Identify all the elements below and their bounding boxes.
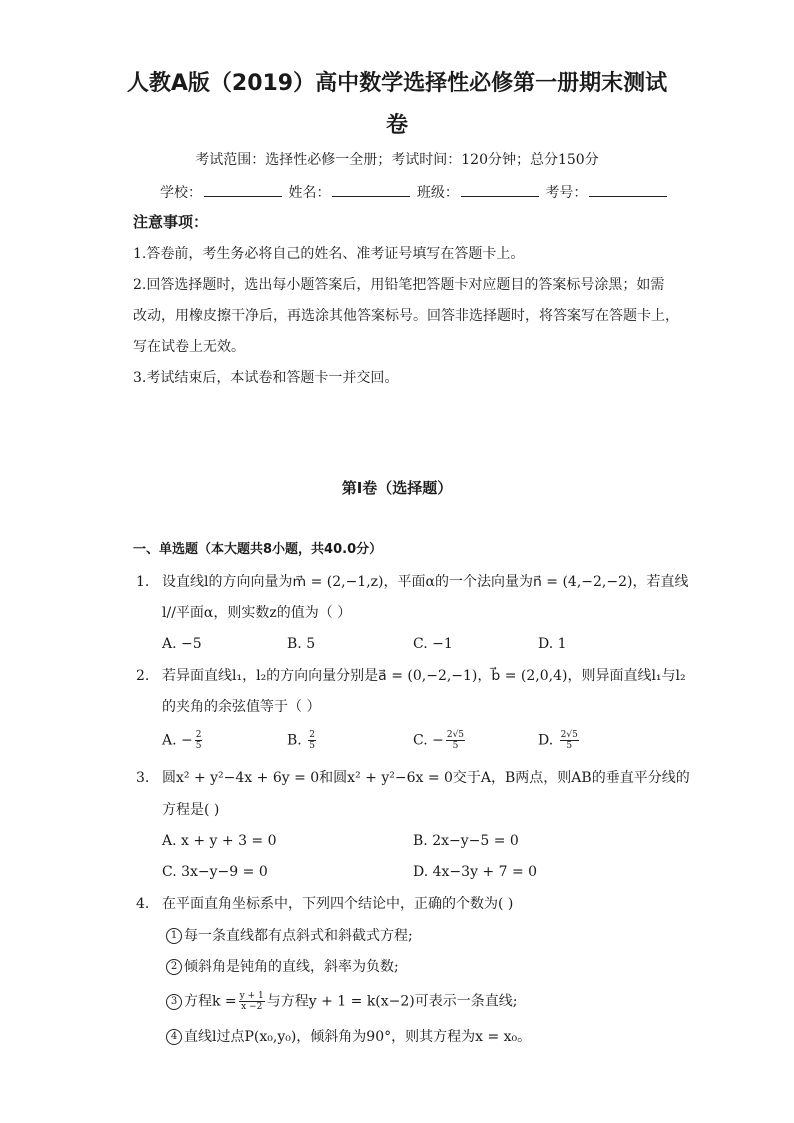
q2-c-denominator: 5 xyxy=(452,741,459,751)
q3-stem-line1: 圆x² + y²−4x + 6y = 0和圆x² + y²−6x = 0交于A，B两点，则AB的垂直平分线的 xyxy=(162,770,690,786)
number-blank[interactable] xyxy=(589,182,667,197)
class-label: 班级： xyxy=(416,185,459,201)
q2-b-numerator: 2 xyxy=(309,730,315,740)
q2-a-denominator: 5 xyxy=(195,741,202,751)
q4-s3-denominator: x −2 xyxy=(241,1002,263,1012)
school-label: 学校： xyxy=(160,185,202,201)
notice-item-2a: 2.回答选择题时，选出每小题答案后，用铅笔把答题卡对应题目的答案标号涂黑；如需 xyxy=(133,277,665,293)
part-title: 第I卷（选择题） xyxy=(341,479,453,497)
q3-option-c[interactable]: C. 3x−y−9 = 0 xyxy=(162,864,268,880)
q2-option-c-fraction xyxy=(446,730,465,751)
q2-a-numerator: 2 xyxy=(195,730,202,740)
q1-option-b[interactable]: B. 5 xyxy=(287,636,316,652)
school-blank[interactable] xyxy=(204,182,282,197)
q4-statement-4-text: 直线l过点P(x₀,y₀)，倾斜角为90°，则其方程为x = x₀。 xyxy=(184,1029,532,1045)
class-blank[interactable] xyxy=(461,182,539,197)
circled-number-1: 1 xyxy=(166,928,182,944)
exam-title-line1: 人教A版（2019）高中数学选择性必修第一册期末测试 xyxy=(126,71,668,96)
q3-option-a[interactable]: A. x + y + 3 = 0 xyxy=(162,833,277,849)
q1-stem-line2: l//平面α，则实数z的值为（ ） xyxy=(162,605,352,621)
q4-statement-2-text: 倾斜角是钝角的直线，斜率为负数; xyxy=(184,959,399,975)
q2-d-denominator: 5 xyxy=(566,741,573,751)
q4-statement-3-text-a: 方程k = xyxy=(184,993,237,1010)
q1-option-a[interactable]: A. −5 xyxy=(162,636,202,652)
q2-option-b[interactable] xyxy=(287,730,318,751)
q2-option-d-label: D. xyxy=(538,732,558,749)
q4-statement-4 xyxy=(166,1027,531,1047)
q4-statement-2 xyxy=(166,957,399,977)
q2-option-b-label: B. xyxy=(287,732,307,749)
q3-option-b[interactable]: B. 2x−y−5 = 0 xyxy=(413,833,519,849)
exam-title-line2: 卷 xyxy=(385,113,408,138)
exam-info: 考试范围：选择性必修一全册；考试时间：120分钟；总分150分 xyxy=(195,152,599,168)
student-fields xyxy=(160,182,669,203)
q2-option-b-fraction xyxy=(308,730,316,751)
q4-statement-3 xyxy=(166,991,518,1012)
q2-option-c-label: C. − xyxy=(413,732,444,749)
q2-option-c[interactable] xyxy=(413,730,467,751)
q2-d-numerator: 2√5 xyxy=(560,730,578,740)
section-title: 一、单选题（本大题共8小题，共40.0分） xyxy=(133,542,383,557)
notice-item-2b: 改动，用橡皮擦干净后，再选涂其他答案标号。回答非选择题时，将答案写在答题卡上， xyxy=(133,308,679,324)
q4-stem: 在平面直角坐标系中，下列四个结论中，正确的个数为( ) xyxy=(162,896,514,912)
q2-stem-line1: 若异面直线l₁，l₂的方向向量分别是a⃗ = (0,−2,−1)，b⃗ = (2,0,4)，则异面直线l₁与l₂ xyxy=(162,668,686,684)
circled-number-2: 2 xyxy=(166,959,182,975)
q3-stem-line2: 方程是( ) xyxy=(162,802,220,818)
q4-statement-3-fraction xyxy=(239,991,265,1012)
q4-statement-1 xyxy=(166,926,413,946)
number-label: 考号： xyxy=(545,185,588,201)
q1-number: 1. xyxy=(136,574,150,590)
q4-statement-1-text: 每一条直线都有点斜式和斜截式方程; xyxy=(184,928,413,944)
q4-s3-numerator: y + 1 xyxy=(239,991,264,1001)
q2-number: 2. xyxy=(136,668,150,684)
q3-number: 3. xyxy=(136,770,150,786)
q2-option-d-fraction xyxy=(560,730,579,751)
name-label: 姓名： xyxy=(288,185,331,201)
q1-option-d[interactable]: D. 1 xyxy=(538,636,567,652)
q2-option-d[interactable] xyxy=(538,730,581,751)
q4-number: 4. xyxy=(136,896,150,912)
notice-item-1: 1.答卷前，考生务必将自己的姓名、准考证号填写在答题卡上。 xyxy=(133,246,525,262)
notice-item-2c: 写在试卷上无效。 xyxy=(133,339,245,355)
q1-option-c[interactable]: C. −1 xyxy=(413,636,453,652)
q2-stem-line2: 的夹角的余弦值等于（ ） xyxy=(162,699,321,715)
q2-b-denominator: 5 xyxy=(309,741,315,751)
q3-option-d[interactable]: D. 4x−3y + 7 = 0 xyxy=(413,864,538,880)
q2-option-a[interactable] xyxy=(162,730,204,751)
notice-heading: 注意事项： xyxy=(133,213,209,231)
q1-stem-line1: 设直线l的方向向量为m⃗ = (2,−1,z)，平面α的一个法向量为n⃗ = (4,−2,−2)，若直线 xyxy=(162,574,689,590)
notice-item-3: 3.考试结束后，本试卷和答题卡一并交回。 xyxy=(133,370,399,386)
q2-c-numerator: 2√5 xyxy=(446,730,465,740)
q2-option-a-label: A. − xyxy=(162,732,193,749)
circled-number-4: 4 xyxy=(166,1029,182,1045)
circled-number-3: 3 xyxy=(166,994,182,1010)
q4-statement-3-text-b: 与方程y + 1 = k(x−2)可表示一条直线; xyxy=(266,993,518,1010)
name-blank[interactable] xyxy=(332,182,410,197)
q2-option-a-fraction xyxy=(195,730,203,751)
